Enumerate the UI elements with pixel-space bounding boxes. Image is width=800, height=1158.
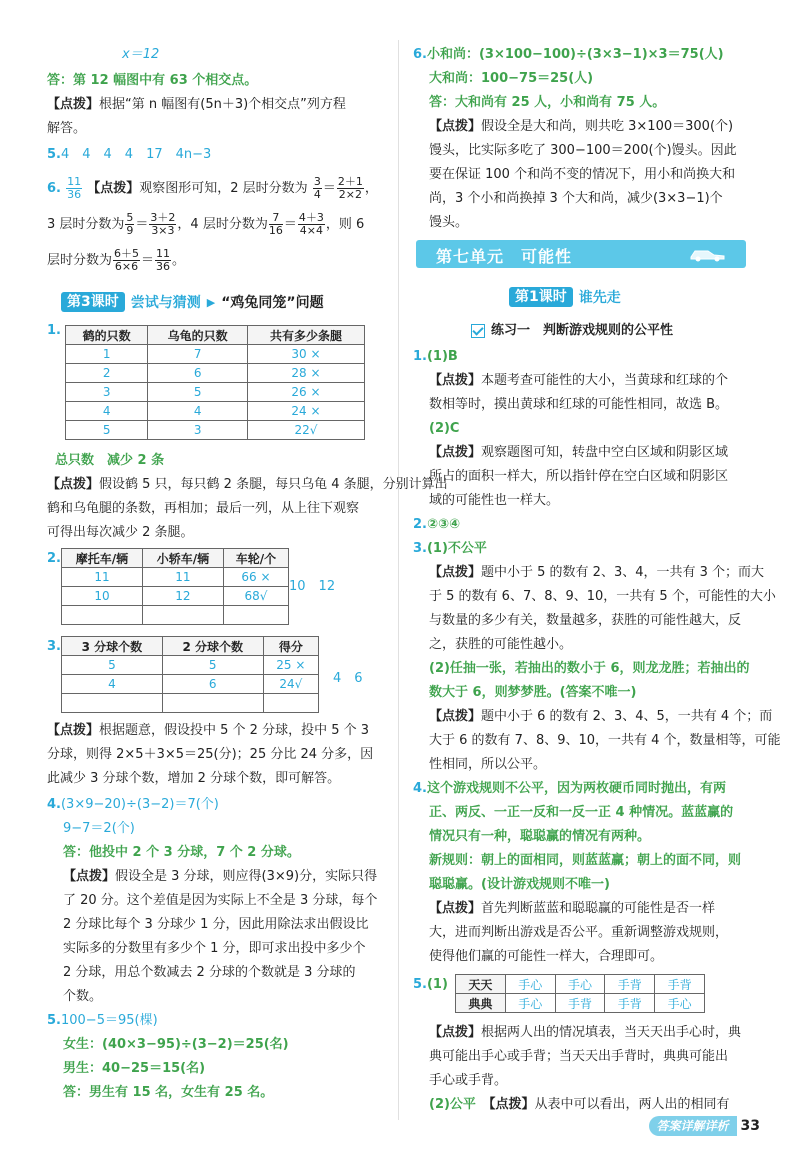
footer-badge: [649, 1116, 761, 1136]
table-cell: 手背: [555, 994, 605, 1013]
table-cell: 4: [66, 402, 148, 421]
practice-q3: 3.(1)不公平: [413, 541, 487, 556]
table-row: [66, 364, 365, 383]
fraction: $\frac{11}{36}$: [156, 247, 171, 273]
lesson-tag: 第3课时: [61, 292, 125, 312]
hint-line: 【点拨】假设鹤 5 只，每只鹤 2 条腿，每只乌龟 4 条腿，分别计算出: [47, 477, 448, 492]
table-row: [456, 975, 705, 994]
table-header-cell: 摩托车/辆: [62, 549, 143, 568]
fraction: $\frac{2+1}{2\times 2}$: [337, 175, 363, 201]
table-cell: 26 ×: [247, 383, 364, 402]
table-cell: 手心: [655, 994, 705, 1013]
answer-line: 答：大和尚有 25 人，小和尚有 75 人。: [429, 95, 666, 110]
hint-line: 于 5 的数有 6、7、8、9、10，一共有 5 个，可能性的大小: [429, 589, 776, 604]
table-row: [66, 383, 365, 402]
answer-line: 数大于 6，则梦梦胜。(答案不唯一): [429, 685, 637, 700]
hint-line: 2 分球比每个 3 分球少 1 分，因此用除法求出假设比: [63, 917, 369, 932]
hint-tag: 【点拨】: [429, 709, 482, 724]
answer-line: (2)任抽一张，若抽出的数小于 6，则龙龙胜；若抽出的: [429, 661, 750, 676]
answer-line: 新规则：朝上的面相同，则蓝蓝赢；朝上的面不同，则: [429, 853, 742, 868]
table-cell: [263, 694, 318, 713]
answer-line: 答：第 12 幅图中有 63 个相交点。: [47, 73, 258, 88]
hint-line: 馒头，比实际多吃了 300−100＝200(个)馒头。因此: [429, 143, 737, 158]
answer-fraction: $\frac{11}{36}$: [67, 175, 82, 201]
table-row: [62, 656, 319, 675]
table-cranes-turtles: [65, 325, 365, 440]
table-header-cell: 乌龟的只数: [148, 326, 248, 345]
table-cell: 11: [142, 568, 223, 587]
hint-line: 所占的面积一样大，所以指针停在空白区域和阴影区: [429, 469, 729, 484]
hint-line: 性相同，所以公平。: [429, 757, 547, 772]
answer-line: 情况只有一种，聪聪赢的情况有两种。: [429, 829, 651, 844]
hint-tag: 【点拨】: [47, 477, 100, 492]
hint-line: [47, 96, 346, 114]
practice-q4: 4.这个游戏规则不公平，因为两枚硬币同时抛出，有两: [413, 781, 726, 796]
hint-line: 【点拨】题中小于 6 的数有 2、3、4、5，一共有 4 个；而: [429, 709, 773, 724]
hint-tag: 【点拨】: [429, 901, 482, 916]
table-cell: 22√: [247, 421, 364, 440]
table-header-row: [66, 326, 365, 345]
table-cell: 5: [148, 383, 248, 402]
table-cell: 5: [162, 656, 263, 675]
lesson-title: 谁先走: [578, 290, 621, 306]
table-cell: 手背: [605, 994, 655, 1013]
hint-line: 使得他们赢的可能性一样大，合理即可。: [429, 949, 664, 964]
hint-line: 3 层时分数为 $\frac{5}{9}$ ＝ $\frac{3+2}{3\times 3}$ ，4 层时分数为 $\frac{7}{16}$ ＝ $\frac{4+3}{4\times 4}$ ，则 6: [47, 211, 365, 237]
lesson-subtitle: “鸡兔同笼”问题: [221, 295, 324, 311]
hint-line: 大，进而判断出游戏是否公平。重新调整游戏规则，: [429, 925, 729, 940]
table-cell: 68√: [223, 587, 288, 606]
table-cell: 6: [162, 675, 263, 694]
practice-heading: 练习一 判断游戏规则的公平性: [471, 322, 673, 340]
table-cell: 手心: [505, 975, 555, 994]
practice-q2: 2.②③④: [413, 517, 461, 532]
practice-q1: 1.(1)B: [413, 349, 458, 364]
answer-line: 答：男生有 15 名，女生有 25 名。: [63, 1085, 274, 1100]
hint-line: 手心或手背。: [429, 1073, 508, 1088]
hint-line: 此减少 3 分球个数，增加 2 分球个数，即可解答。: [47, 771, 341, 786]
table-row: [62, 606, 289, 625]
hint-line: 【点拨】本题考查可能性的大小，当黄球和红球的个: [429, 373, 729, 388]
practice-q5: 5.(1): [413, 977, 448, 992]
table-header-cell: 鹤的只数: [66, 326, 148, 345]
hint-tag: 【点拨】: [47, 723, 100, 738]
table-cell: [62, 694, 163, 713]
table-hands: [455, 974, 705, 1013]
hint-line: 馒头。: [429, 215, 469, 230]
unit-banner: [416, 240, 746, 268]
table-cell: 24 ×: [247, 402, 364, 421]
question-6: 6. $\frac{11}{36}$ 【点拨】观察图形可知，2 层时分数为 $\frac{3}{4}$ ＝ $\frac{2+1}{2\times 2}$ ，: [47, 175, 378, 201]
question-5: [47, 146, 211, 164]
hint-line: 域的可能性也一样大。: [429, 493, 560, 508]
question-number: 6.: [47, 181, 61, 196]
answer-line: 女生：(40×3−95)÷(3−2)＝25(名): [63, 1037, 289, 1052]
question-number: 2.: [47, 551, 61, 566]
table-row: [66, 402, 365, 421]
table-cell: 25 ×: [263, 656, 318, 675]
table-header-cell: 3 分球个数: [62, 637, 163, 656]
hint-line: 2 分球，用总个数减去 2 分球的个数就是 3 分球的: [63, 965, 356, 980]
table-cell: 5: [66, 421, 148, 440]
table-cell: 30 ×: [247, 345, 364, 364]
page-number: 33: [740, 1118, 760, 1134]
table-cell: 手心: [555, 975, 605, 994]
hint-tag: 【点拨】: [488, 1097, 535, 1112]
hint-tag: 【点拨】: [63, 869, 116, 884]
table-cell: 10: [62, 587, 143, 606]
question-4: 4.(3×9−20)÷(3−2)＝7(个): [47, 797, 219, 812]
lesson-title: 尝试与猜测: [130, 295, 201, 311]
column-divider: [398, 40, 399, 1120]
fraction: $\frac{5}{9}$: [126, 211, 134, 237]
table-header-cell: 小轿车/辆: [142, 549, 223, 568]
question-number: 5.: [47, 147, 61, 162]
table-header-cell: 车轮/个: [223, 549, 288, 568]
hint-line: 【点拨】假设全是大和尚，则共吃 3×100＝300(个): [429, 119, 734, 134]
table-header-row: [62, 549, 289, 568]
fraction: $\frac{4+3}{4\times 4}$: [298, 211, 324, 237]
table-cell: 66 ×: [223, 568, 288, 587]
hint-line: 鹤和乌龟腿的条数，再相加；最后一列，从上往下观察: [47, 501, 360, 516]
table-header-cell: 共有多少条腿: [247, 326, 364, 345]
equation-line: x＝12: [122, 47, 160, 62]
table-cell: 典典: [456, 994, 506, 1013]
table-note: 总只数 减少 2 条: [55, 453, 165, 468]
hint-tag: 【点拨】: [429, 373, 482, 388]
hint-tag: 【点拨】: [429, 565, 482, 580]
hint-line: 了 20 分。这个差值是因为实际上不全是 3 分球，每个: [63, 893, 378, 908]
unit-title: 第七单元 可能性: [436, 247, 573, 266]
table-header-cell: 2 分球个数: [162, 637, 263, 656]
fraction: $\frac{3+2}{3\times 3}$: [150, 211, 176, 237]
table-cell: [223, 606, 288, 625]
table-cell: [142, 606, 223, 625]
hint-line: 典可能出手心或手背；当天天出手背时，典典可能出: [429, 1049, 729, 1064]
footer-label: 答案详解详析: [649, 1116, 737, 1136]
fraction: $\frac{6+5}{6\times 6}$: [114, 247, 140, 273]
table-cell: 6: [148, 364, 248, 383]
table-header-row: [62, 637, 319, 656]
table-cell: [162, 694, 263, 713]
answer-text: 4 4 4 4 17 4n−3: [60, 147, 212, 162]
table-cell: 2: [66, 364, 148, 383]
table-cell: 28 ×: [247, 364, 364, 383]
answer-line: 正、两反、一正一反和一反一正 4 种情况。蓝蓝赢的: [429, 805, 734, 820]
hint-tag: 【点拨】: [429, 119, 482, 134]
answer-line: 聪聪赢。(设计游戏规则不唯一): [429, 877, 610, 892]
hint-tag: 【点拨】: [429, 445, 482, 460]
hint-line: 个数。: [63, 989, 103, 1004]
table-row: [62, 694, 319, 713]
hint-tag: 【点拨】: [429, 1025, 482, 1040]
question-number: 1.: [47, 323, 61, 338]
answer-line: 男生：40−25＝15(名): [63, 1061, 206, 1076]
hint-line: 【点拨】假设全是 3 分球，则应得(3×9)分，实际只得: [63, 869, 378, 884]
hint-line: 解答。: [47, 121, 87, 136]
table-cell: [62, 606, 143, 625]
answer-line: 答：他投中 2 个 3 分球，7 个 2 分球。: [63, 845, 300, 860]
table-cell: 5: [62, 656, 163, 675]
hint-line: 之，获胜的可能性越小。: [429, 637, 573, 652]
hint-line: 分球，则得 2×5＋3×5＝25(分)；25 分比 24 分多，因: [47, 747, 374, 762]
table-row: [456, 994, 705, 1013]
table-side-answer: 4 6: [333, 671, 363, 686]
table-cell: 12: [142, 587, 223, 606]
table-cell: 3: [66, 383, 148, 402]
table-side-answer: 10 12: [289, 579, 336, 594]
table-cell: 天天: [456, 975, 506, 994]
hint-line: 与数量的多少有关，数量越多，获胜的可能性越大，反: [429, 613, 742, 628]
hint-line: 大于 6 的数有 7、8、9、10，一共有 4 个，数量相等，可能: [429, 733, 781, 748]
lesson-header: [509, 286, 621, 308]
hint-line: 可得出每次减少 2 条腿。: [47, 525, 194, 540]
table-cell: 7: [148, 345, 248, 364]
question-5b: 5.100−5＝95(棵): [47, 1013, 158, 1028]
hint-line: (2)公平 【点拨】从表中可以看出，两人出的相同有: [429, 1097, 730, 1112]
answer-line: 大和尚：100−75＝25(人): [429, 71, 594, 86]
table-header-cell: 得分: [263, 637, 318, 656]
fraction: $\frac{7}{16}$: [268, 211, 283, 237]
hint-line: 【点拨】根据题意，假设投中 5 个 2 分球，投中 5 个 3: [47, 723, 370, 738]
hint-tag: 【点拨】: [47, 97, 100, 112]
table-cell: 11: [62, 568, 143, 587]
answer-line: (2)C: [429, 421, 460, 436]
question-number: 3.: [47, 639, 61, 654]
table-cell: 手心: [505, 994, 555, 1013]
car-icon: [688, 246, 728, 262]
question-6: 6.小和尚：(3×100−100)÷(3×3−1)×3＝75(人): [413, 47, 724, 62]
fraction: $\frac{3}{4}$: [313, 175, 321, 201]
hint-line: 实际多的分数里有多少个 1 分，即可求出投中多少个: [63, 941, 366, 956]
hint-line: 【点拨】观察题图可知，转盘中空白区域和阴影区域: [429, 445, 729, 460]
table-cell: 手背: [605, 975, 655, 994]
lesson-tag: 第1课时: [509, 287, 573, 307]
hint-line: 层时分数为 $\frac{6+5}{6\times 6}$ ＝ $\frac{11}{36}$ 。: [47, 247, 186, 273]
table-cell: 1: [66, 345, 148, 364]
lesson-header: [61, 291, 324, 313]
checkbox-icon: [471, 324, 485, 338]
table-cell: 3: [148, 421, 248, 440]
table-row: [62, 587, 289, 606]
hint-line: 尚，3 个小和尚换掉 3 个大和尚，减少(3×3−1)个: [429, 191, 723, 206]
hint-line: 【点拨】首先判断蓝蓝和聪聪赢的可能性是否一样: [429, 901, 716, 916]
equation-line: 9−7＝2(个): [63, 821, 135, 836]
hint-line: 【点拨】题中小于 5 的数有 2、3、4，一共有 3 个；而大: [429, 565, 765, 580]
table-row: [66, 345, 365, 364]
triangle-arrow-icon: ▶: [206, 295, 216, 309]
table-cell: 4: [62, 675, 163, 694]
table-cell: 4: [148, 402, 248, 421]
table-basketball: [61, 636, 319, 713]
table-cell: 手背: [655, 975, 705, 994]
table-row: [66, 421, 365, 440]
table-vehicles: [61, 548, 289, 625]
hint-text: 根据“第 n 幅图有(5n＋3)个相交点”列方程: [99, 97, 346, 112]
table-row: [62, 675, 319, 694]
table-row: [62, 568, 289, 587]
hint-line: 要在保证 100 个和尚不变的情况下，用小和尚换大和: [429, 167, 736, 182]
hint-line: 【点拨】根据两人出的情况填表，当天天出手心时，典: [429, 1025, 742, 1040]
hint-tag: 【点拨】: [87, 181, 140, 196]
table-cell: 24√: [263, 675, 318, 694]
hint-line: 数相等时，摸出黄球和红球的可能性相同，故选 B。: [429, 397, 729, 412]
